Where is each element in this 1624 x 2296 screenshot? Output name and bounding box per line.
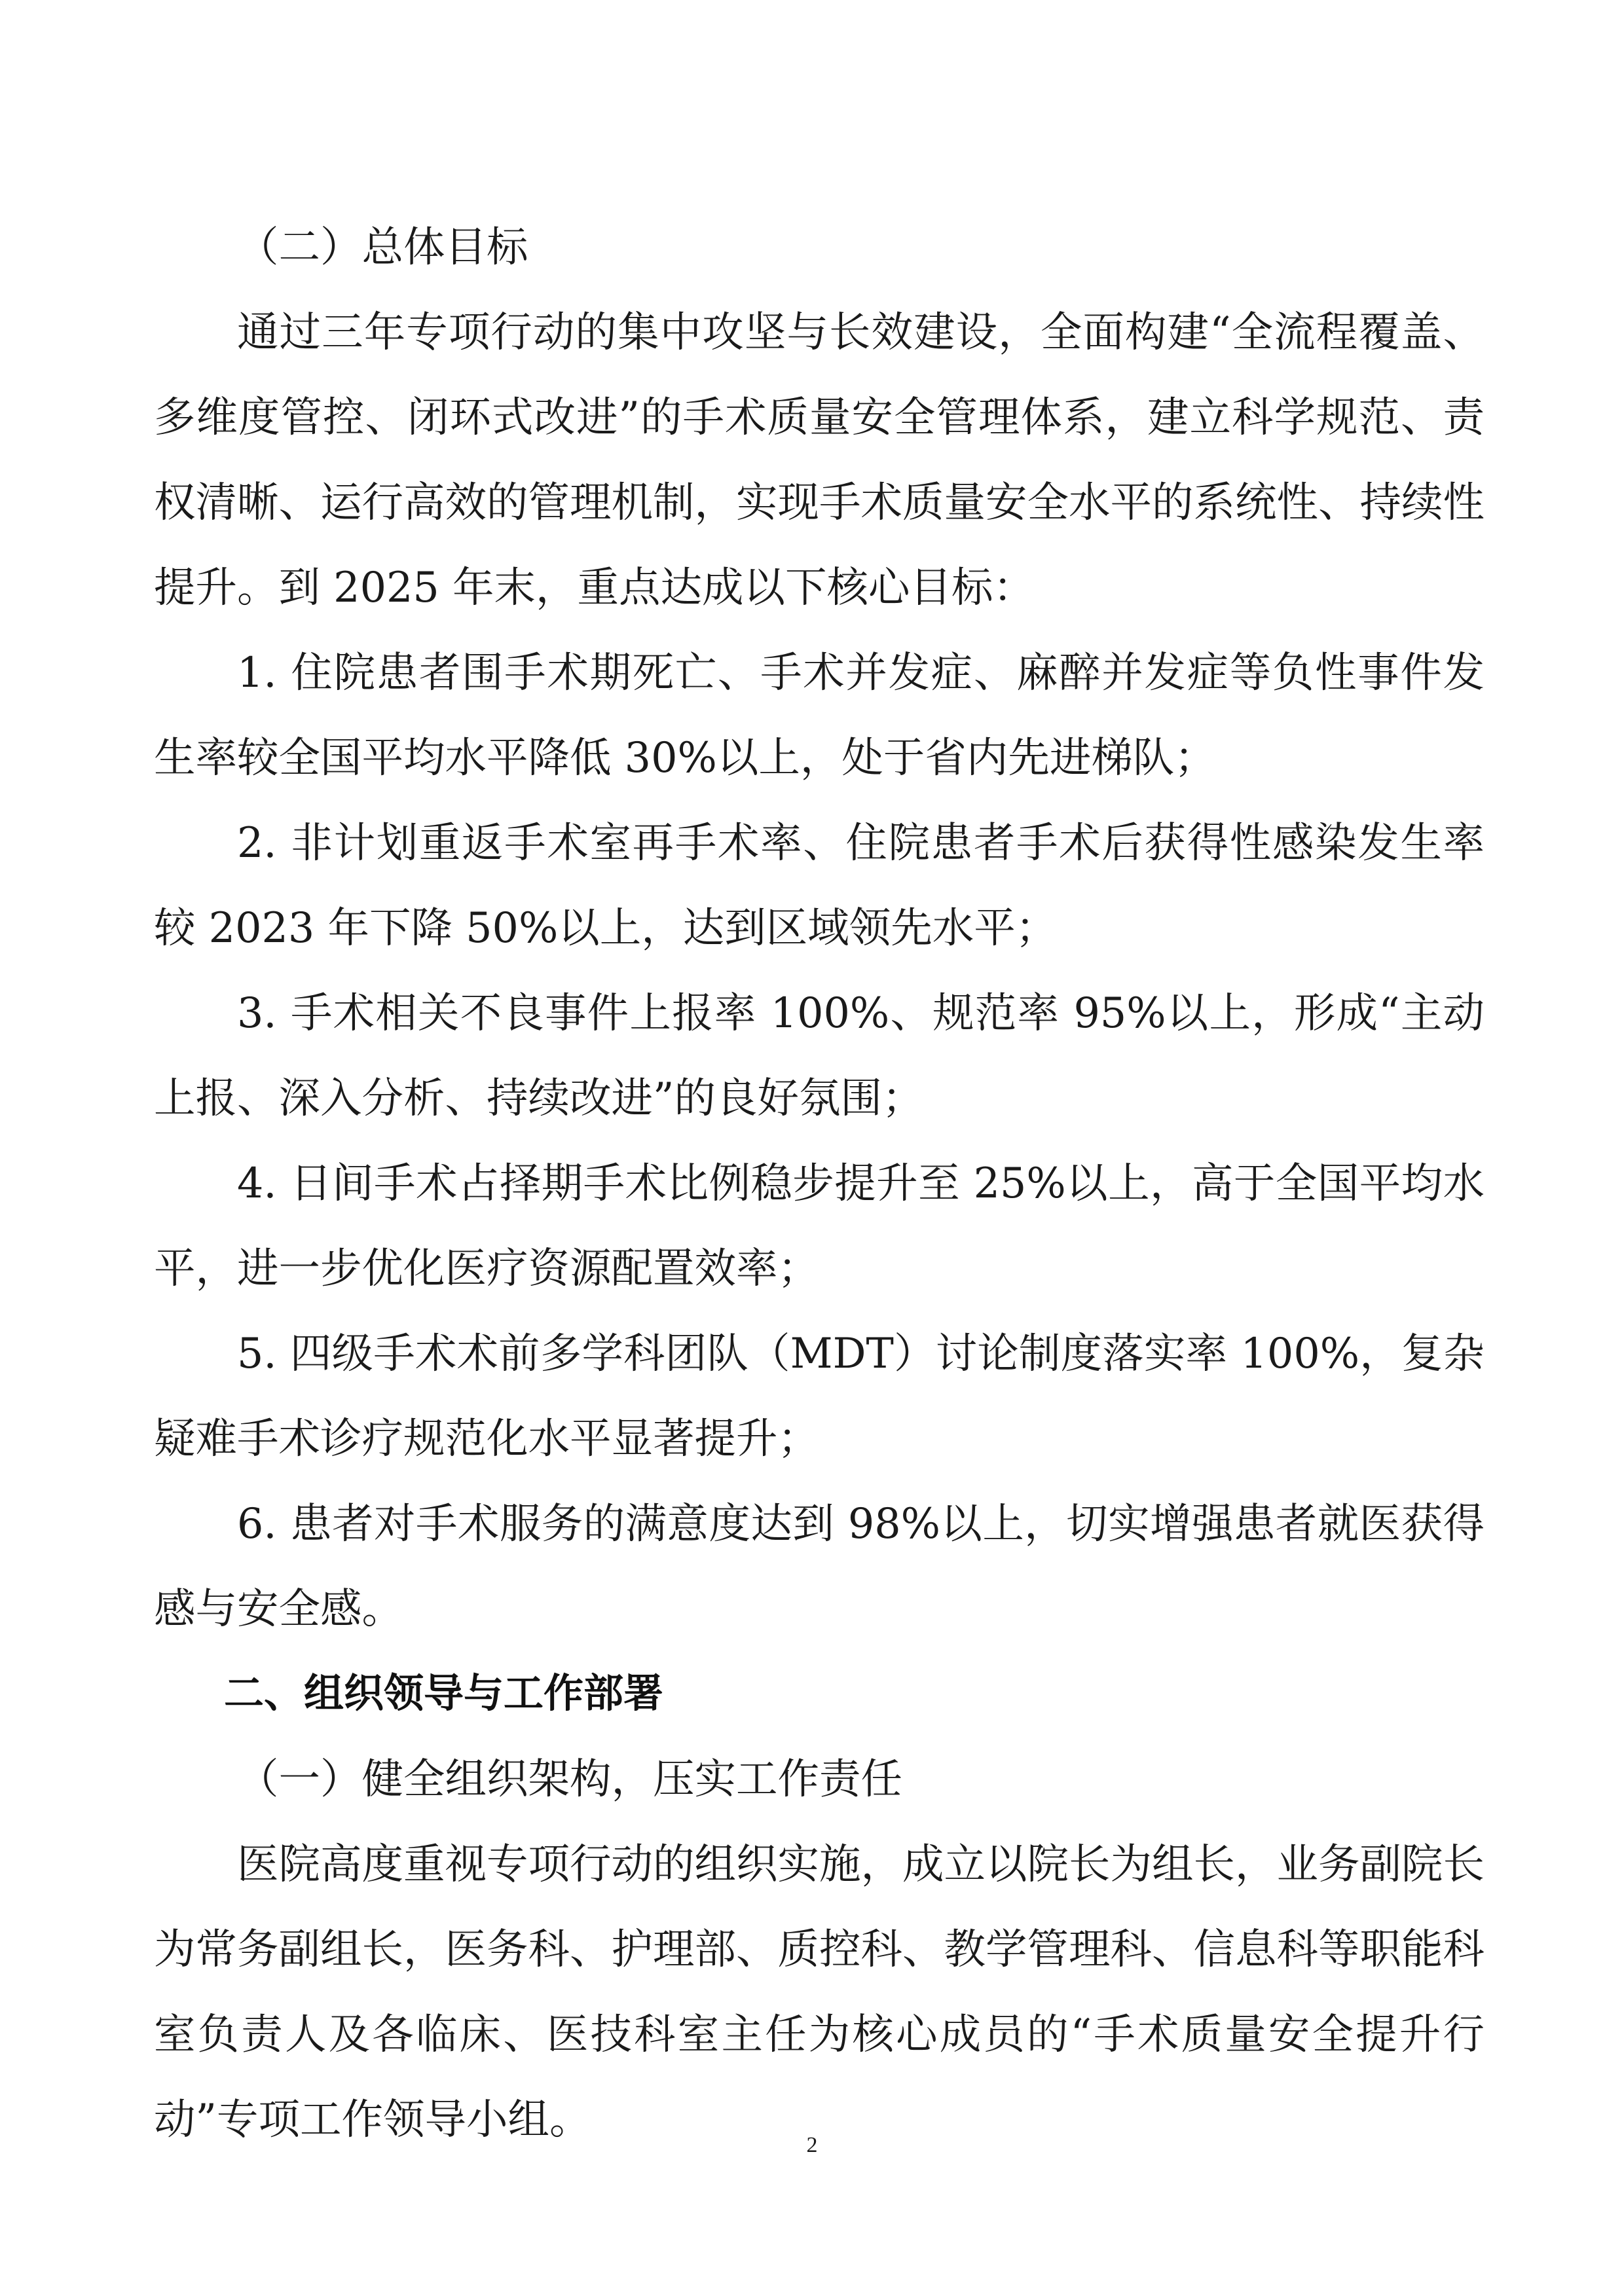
goal-intro-paragraph: 通过三年专项行动的集中攻坚与长效建设，全面构建“全流程覆盖、多维度管控、闭环式改进”的手术质量安全管理体系，建立科学规范、责权清晰、运行高效的管理机制，实现手术质量安全水平的系统性、持续性提升。到 2025 年末，重点达成以下核心目标：	[154, 308, 1485, 611]
subsection-heading-structure: （一）健全组织架构，压实工作责任	[237, 1755, 902, 1803]
goal-item: 2. 非计划重返手术室再手术率、住院患者手术后获得性感染发生率较 2023 年下降 50%以上，达到区域领先水平；	[154, 818, 1485, 952]
goal-item: 4. 日间手术占择期手术比例稳步提升至 25%以上，高于全国平均水平，进一步优化医疗资源配置效率；	[154, 1159, 1485, 1292]
section-heading-overall-goals: （二）总体目标	[237, 223, 528, 271]
org-paragraph: 医院高度重视专项行动的组织实施，成立以院长为组长，业务副院长为常务副组长，医务科、护理部、质控科、教学管理科、信息科等职能科室负责人及各临床、医技科室主任为核心成员的“手术质量安全提升行动”专项工作领导小组。	[154, 1840, 1485, 2143]
chapter-heading-organization: 二、组织领导与工作部署	[224, 1670, 664, 1717]
page-number: 2	[806, 2133, 818, 2157]
goal-item: 5. 四级手术术前多学科团队（MDT）讨论制度落实率 100%，复杂疑难手术诊疗规范化水平显著提升；	[154, 1329, 1485, 1463]
goal-item: 3. 手术相关不良事件上报率 100%、规范率 95%以上，形成“主动上报、深入分析、持续改进”的良好氛围；	[154, 989, 1485, 1122]
document-page	[154, 204, 1485, 2162]
goal-item: 1. 住院患者围手术期死亡、手术并发症、麻醉并发症等负性事件发生率较全国平均水平降低 30%以上，处于省内先进梯队；	[154, 648, 1485, 782]
goal-item: 6. 患者对手术服务的满意度达到 98%以上，切实增强患者就医获得感与安全感。	[154, 1499, 1485, 1633]
